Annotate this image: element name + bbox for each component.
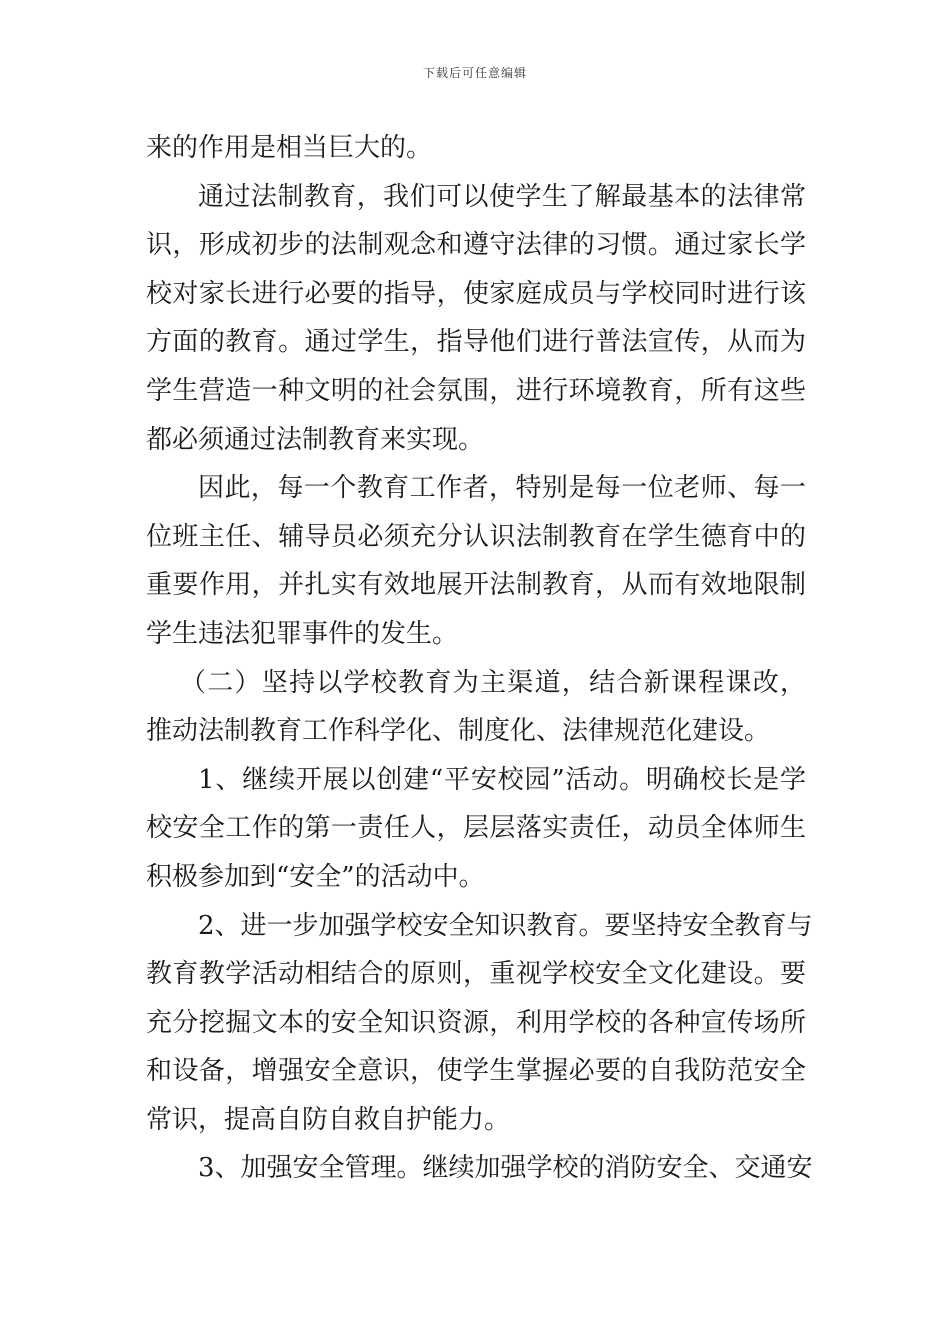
text-line: 都必须通过法制教育来实现。 <box>146 424 485 455</box>
text-line: 校对家长进行必要的指导，使家庭成员与学校同时进行该 <box>146 278 806 309</box>
text-line: 教育教学活动相结合的原则，重视学校安全文化建设。要 <box>146 959 806 990</box>
text-line: 积极参加到“安全”的活动中。 <box>146 861 485 892</box>
text-line: 方面的教育。通过学生，指导他们进行普法宣传，从而为 <box>146 327 806 358</box>
text-line: （二）坚持以学校教育为主渠道，结合新课程课改， <box>180 667 806 698</box>
text-line: 学生营造一种文明的社会氛围，进行环境教育，所有这些 <box>146 375 806 406</box>
text-line: 充分挖掘文本的安全知识资源，利用学校的各种宣传场所 <box>146 1007 806 1038</box>
page-header-note: 下载后可任意编辑 <box>422 66 527 80</box>
text-line: 2、进一步加强学校安全知识教育。要坚持安全教育与 <box>198 910 813 941</box>
text-line: 和设备，增强安全意识，使学生掌握必要的自我防范安全 <box>146 1056 806 1087</box>
text-line: 学生违法犯罪事件的发生。 <box>146 618 459 649</box>
text-line: 识，形成初步的法制观念和遵守法律的习惯。通过家长学 <box>146 230 806 261</box>
text-line: 3、加强安全管理。继续加强学校的消防安全、交通安 <box>198 1153 813 1184</box>
text-line: 因此，每一个教育工作者，特别是每一位老师、每一 <box>198 473 806 504</box>
text-line: 来的作用是相当巨大的。 <box>146 133 433 163</box>
text-line: 常识，提高自防自救自护能力。 <box>146 1104 511 1135</box>
text-line: 重要作用，并扎实有效地展开法制教育，从而有效地限制 <box>146 570 806 601</box>
text-line: 通过法制教育，我们可以使学生了解最基本的法律常 <box>198 181 806 212</box>
text-line: 推动法制教育工作科学化、制度化、法律规范化建设。 <box>146 716 771 747</box>
body-text <box>146 124 813 1193</box>
text-line: 位班主任、辅导员必须充分认识法制教育在学生德育中的 <box>146 521 806 552</box>
text-line: 1、继续开展以创建“平安校园”活动。明确校长是学 <box>198 764 806 795</box>
text-line: 校安全工作的第一责任人，层层落实责任，动员全体师生 <box>146 813 806 844</box>
